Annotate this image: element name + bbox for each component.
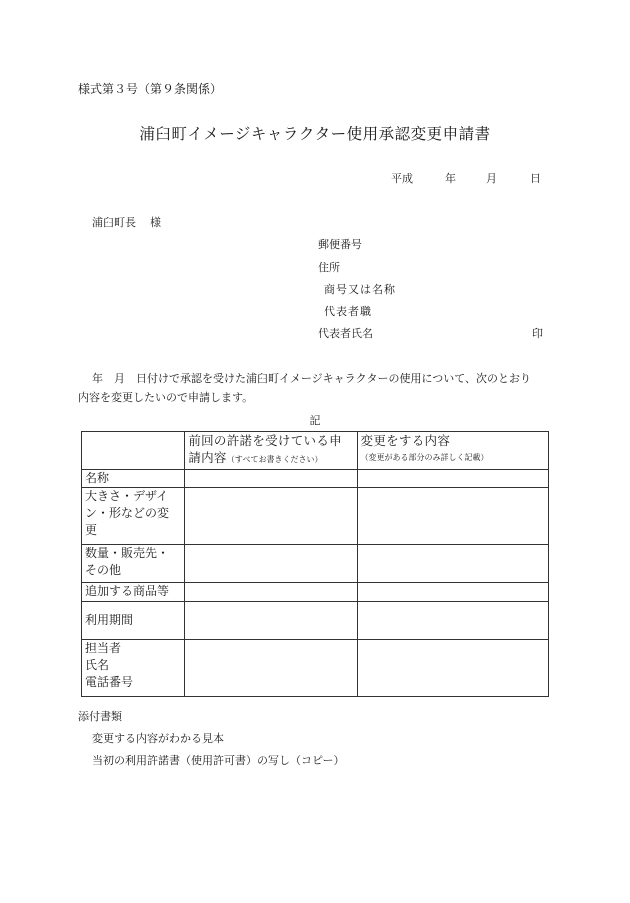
- table-row: [82, 602, 549, 640]
- addressee-name: 浦臼町長: [92, 216, 136, 229]
- row-label-design-line2: ン・形などの変: [85, 506, 170, 520]
- table-row: [82, 470, 549, 488]
- header-previous-line2: 請内容: [188, 450, 227, 465]
- header-previous-line1: 前回の許諾を受けている申: [188, 433, 342, 448]
- change-content-cell[interactable]: [357, 545, 548, 583]
- header-empty-cell: [82, 432, 185, 470]
- previous-content-cell[interactable]: [185, 488, 357, 545]
- change-content-cell[interactable]: [357, 602, 548, 640]
- row-label-quantity-line1: 数量・販売先・: [85, 546, 170, 560]
- page-title: 浦臼町イメージキャラクター使用承認変更申請書: [139, 125, 491, 143]
- attachment-item: 変更する内容がわかる見本: [92, 732, 224, 745]
- addressee: [92, 214, 161, 230]
- rep-title-label: 代表者職: [324, 305, 372, 318]
- table-row: [82, 545, 549, 583]
- ki-heading: 記: [309, 414, 321, 427]
- row-label-quantity: [82, 545, 185, 583]
- date-era: 平成: [391, 172, 413, 185]
- body-line-1: 年 月 日付けで承認を受けた浦臼町イメージキャラクターの使用について、次のとおり: [92, 372, 532, 385]
- change-content-cell[interactable]: [357, 488, 548, 545]
- header-change-cell: [357, 432, 548, 470]
- row-label-name: 名称: [82, 470, 185, 488]
- business-name-label: 商号又は名称: [324, 283, 396, 296]
- postal-code-label: 郵便番号: [318, 238, 362, 251]
- previous-content-cell[interactable]: [185, 602, 357, 640]
- seal-mark: 印: [532, 327, 543, 340]
- previous-content-cell[interactable]: [185, 470, 357, 488]
- address-label: 住所: [318, 261, 340, 274]
- previous-content-cell[interactable]: [185, 583, 357, 602]
- header-previous-note: （すべてお書きください）: [226, 455, 323, 464]
- change-content-cell[interactable]: [357, 640, 548, 697]
- row-label-products: 追加する商品等: [82, 583, 185, 602]
- change-content-cell[interactable]: [357, 583, 548, 602]
- table-row: [82, 583, 549, 602]
- row-label-period: 利用期間: [82, 602, 185, 640]
- change-request-table: [81, 431, 549, 697]
- body-paragraph: [78, 369, 553, 407]
- row-label-contact-line2: 氏名: [85, 658, 110, 672]
- row-label-design-line3: 更: [85, 523, 98, 537]
- date-day: 日: [530, 172, 541, 185]
- date-year: 年: [445, 172, 456, 185]
- row-label-design-line1: 大きさ・デザイ: [85, 489, 169, 503]
- header-change-note: （変更がある部分のみ詳しく記載）: [360, 453, 489, 462]
- addressee-honorific: 様: [150, 216, 161, 229]
- body-line-2: 内容を変更したいので申請します。: [78, 391, 254, 404]
- table-header-row: [82, 432, 549, 470]
- form-number: 様式第３号（第９条関係）: [78, 82, 223, 96]
- rep-name-label: 代表者氏名: [318, 327, 373, 340]
- row-label-quantity-line2: その他: [85, 563, 122, 577]
- header-previous-cell: [185, 432, 357, 470]
- row-label-contact-line3: 電話番号: [85, 675, 134, 689]
- change-content-cell[interactable]: [357, 470, 548, 488]
- row-label-contact: [82, 640, 185, 697]
- previous-content-cell[interactable]: [185, 640, 357, 697]
- table-row: [82, 640, 549, 697]
- table-row: [82, 488, 549, 545]
- previous-content-cell[interactable]: [185, 545, 357, 583]
- row-label-contact-line1: 担当者: [85, 641, 122, 655]
- header-change-title: 変更をする内容: [360, 433, 451, 448]
- row-label-design: [82, 488, 185, 545]
- date-month: 月: [486, 172, 497, 185]
- attachments-title: 添付書類: [78, 710, 122, 723]
- attachment-item: 当初の利用許諾書（使用許可書）の写し（コピー）: [92, 754, 345, 767]
